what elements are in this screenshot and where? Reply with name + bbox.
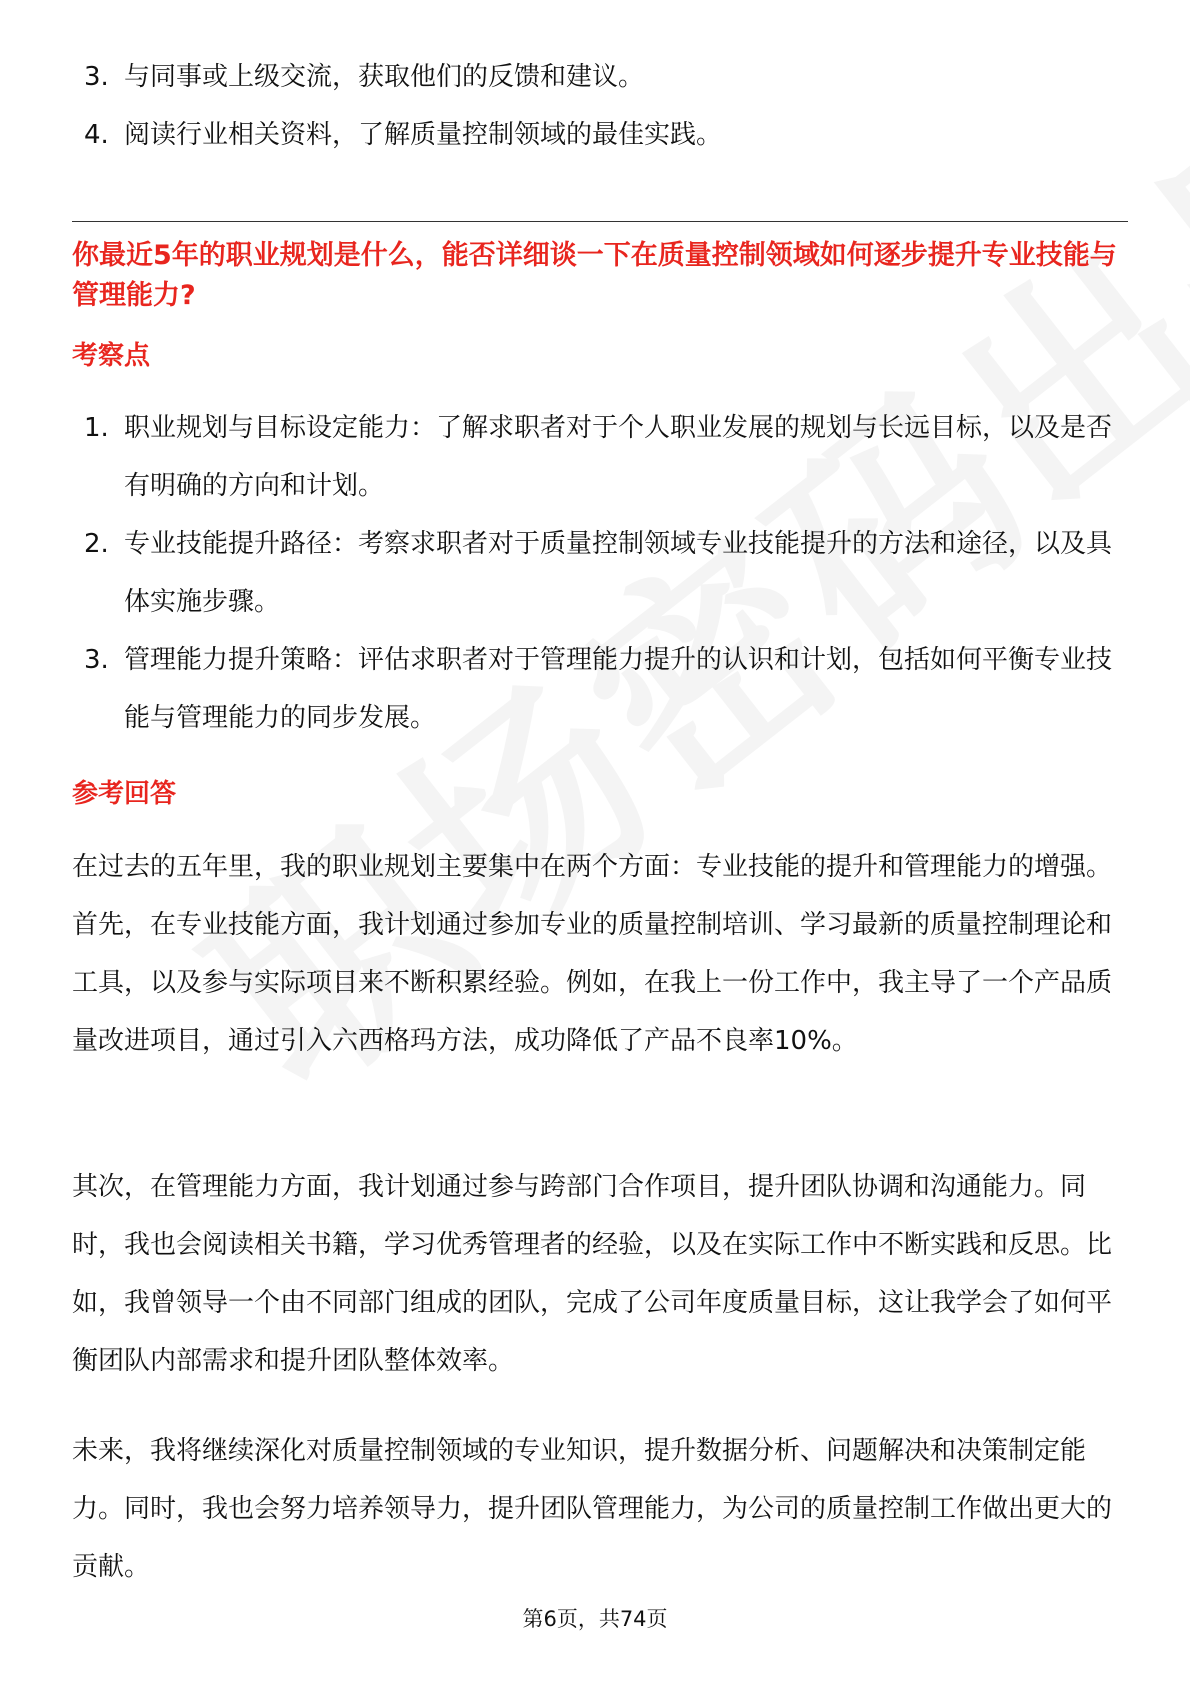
previous-list (84, 48, 1124, 164)
list-text: 阅读行业相关资料，了解质量控制领域的最佳实践。 (124, 120, 723, 150)
list-text: 管理能力提升策略：评估求职者对于管理能力提升的认识和计划，包括如何平衡专业技能与管理能力的同步发展。 (124, 645, 1113, 733)
list-item (84, 48, 1124, 106)
list-number: 3. (84, 645, 109, 675)
answer-heading: 参考回答 (72, 779, 177, 809)
list-text: 职业规划与目标设定能力：了解求职者对于个人职业发展的规划与长远目标，以及是否有明确的方向和计划。 (124, 413, 1113, 501)
list-item (84, 515, 1124, 631)
list-item (84, 106, 1124, 164)
question-heading: 你最近5年的职业规划是什么，能否详细谈一下在质量控制领域如何逐步提升专业技能与管理能力? (72, 240, 1117, 311)
focus-heading: 考察点 (72, 341, 151, 371)
list-item (84, 631, 1124, 747)
answer-paragraph: 在过去的五年里，我的职业规划主要集中在两个方面：专业技能的提升和管理能力的增强。首先，在专业技能方面，我计划通过参加专业的质量控制培训、学习最新的质量控制理论和工具，以及参与实际项目来不断积累经验。例如，在我上一份工作中，我主导了一个产品质量改进项目，通过引入六西格玛方法，成功降低了产品不良率10%。 (72, 852, 1113, 1056)
list-number: 2. (84, 529, 109, 559)
list-number: 3. (84, 62, 109, 92)
focus-list (84, 399, 1124, 747)
answer-paragraph: 未来，我将继续深化对质量控制领域的专业知识，提升数据分析、问题解决和决策制定能力。同时，我也会努力培养领导力，提升团队管理能力，为公司的质量控制工作做出更大的贡献。 (72, 1436, 1113, 1582)
list-number: 4. (84, 120, 109, 150)
list-item (84, 399, 1124, 515)
list-text: 与同事或上级交流，获取他们的反馈和建议。 (124, 62, 645, 92)
list-text: 专业技能提升路径：考察求职者对于质量控制领域专业技能提升的方法和途径，以及具体实施步骤。 (124, 529, 1113, 617)
page-number: 第6页，共74页 (522, 1607, 668, 1631)
section-divider (72, 221, 1128, 222)
list-number: 1. (84, 413, 109, 443)
answer-paragraph: 其次，在管理能力方面，我计划通过参与跨部门合作项目，提升团队协调和沟通能力。同时，我也会阅读相关书籍，学习优秀管理者的经验，以及在实际工作中不断实践和反思。比如，我曾领导一个由不同部门组成的团队，完成了公司年度质量目标，这让我学会了如何平衡团队内部需求和提升团队整体效率。 (72, 1172, 1113, 1376)
